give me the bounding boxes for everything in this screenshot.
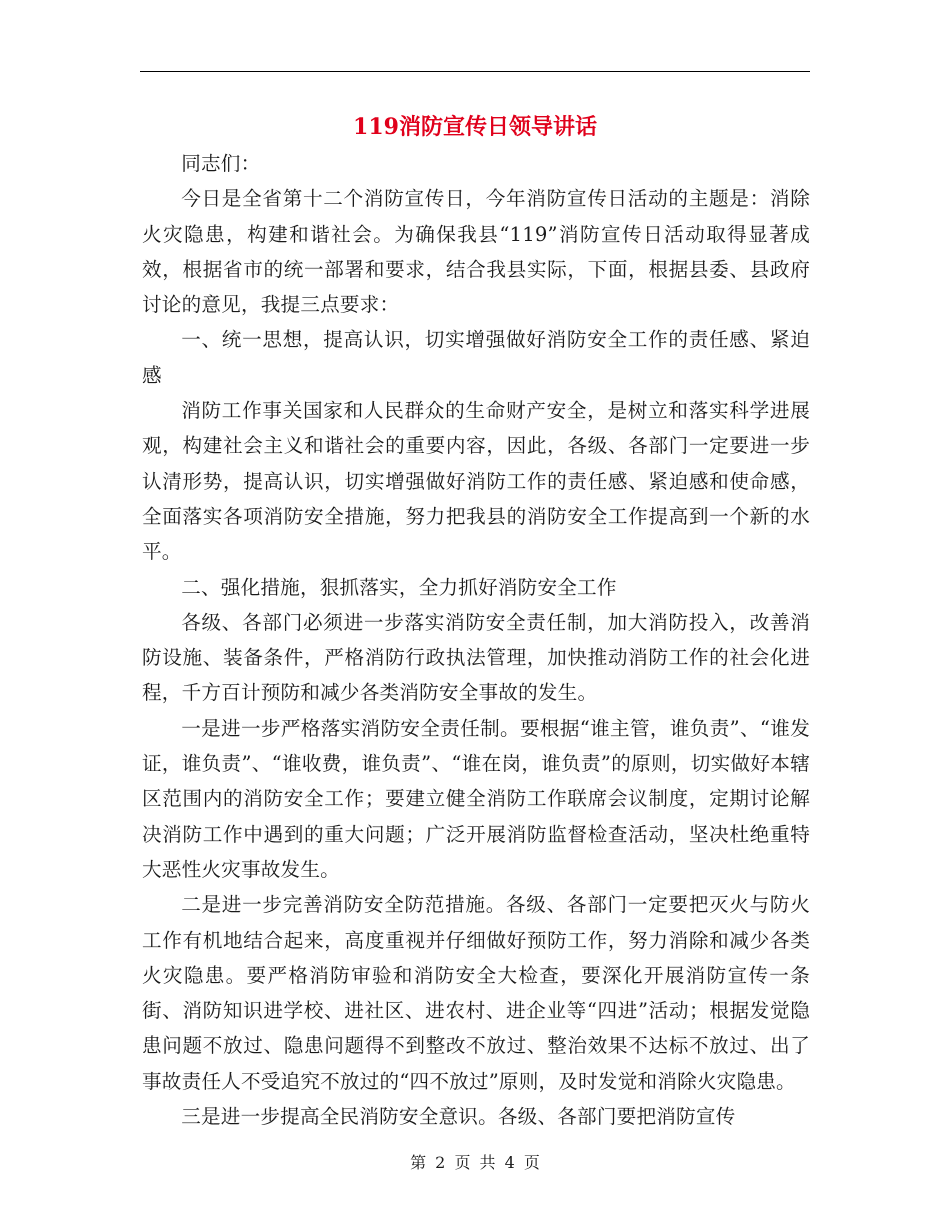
document-body xyxy=(142,146,810,1134)
body-paragraph: 三是进一步提高全民消防安全意识。各级、各部门要把消防宣传 xyxy=(181,1105,736,1129)
body-paragraph: 今日是全省第十二个消防宣传日，今年消防宣传日活动的主题是：消除火灾隐患，构建和谐社会。为确保我县“119”消防宣传日活动取得显著成效，根据省市的统一部署和要求，结合我县实际，下面，根据县委、县政府讨论的意见，我提三点要求： xyxy=(142,187,810,317)
body-paragraph: 一是进一步严格落实消防安全责任制。要根据“谁主管，谁负责”、“谁发证，谁负责”、“谁收费，谁负责”、“谁在岗，谁负责”的原则，切实做好本辖区范围内的消防安全工作；要建立健全消防工作联席会议制度，定期讨论解决消防工作中遇到的重大问题；广泛开展消防监督检查活动，坚决杜绝重特大恶性火灾事故发生。 xyxy=(142,716,810,881)
header-rule xyxy=(140,71,810,72)
body-paragraph: 二是进一步完善消防安全防范措施。各级、各部门一定要把灭火与防火工作有机地结合起来，高度重视并仔细做好预防工作，努力消除和减少各类火灾隐患。要严格消防审验和消防安全大检查，要深化开展消防宣传一条街、消防知识进学校、进社区、进农村、进企业等“四进”活动；根据发觉隐患问题不放过、隐患问题得不到整改不放过、整治效果不达标不放过、出了事故责任人不受追究不放过的“四不放过”原则，及时发觉和消除火灾隐患。 xyxy=(142,893,810,1093)
body-paragraph: 各级、各部门必须进一步落实消防安全责任制，加大消防投入，改善消防设施、装备条件，严格消防行政执法管理，加快推动消防工作的社会化进程，千方百计预防和减少各类消防安全事故的发生。 xyxy=(142,610,810,705)
body-paragraph: 同志们： xyxy=(181,152,261,175)
page-number-footer: 第 2 页 共 4 页 xyxy=(410,1153,540,1172)
section-heading: 二、强化措施，狠抓落实，全力抓好消防安全工作 xyxy=(181,575,617,599)
body-paragraph: 消防工作事关国家和人民群众的生命财产安全，是树立和落实科学进展观，构建社会主义和谐社会的重要内容，因此，各级、各部门一定要进一步认清形势，提高认识，切实增强做好消防工作的责任感、紧迫感和使命感，全面落实各项消防安全措施，努力把我县的消防安全工作提高到一个新的水平。 xyxy=(142,399,810,564)
document-title: 119消防宣传日领导讲话 xyxy=(353,114,597,140)
section-heading: 一、统一思想，提高认识，切实增强做好消防安全工作的责任感、紧迫感 xyxy=(142,328,810,387)
